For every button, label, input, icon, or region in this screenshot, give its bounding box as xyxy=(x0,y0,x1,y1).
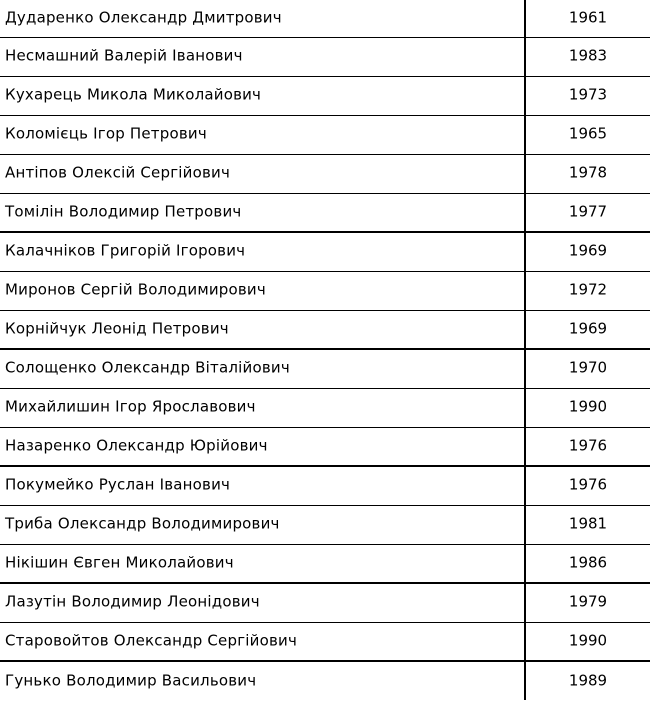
person-name: Коломієць Ігор Петрович xyxy=(5,124,207,143)
person-name: Корнійчук Леонід Петрович xyxy=(5,319,229,338)
birth-year: 1983 xyxy=(568,46,608,65)
table-row xyxy=(0,38,650,77)
person-name: Лазутін Володимир Леонідович xyxy=(5,592,260,611)
person-name: Нікішин Євген Миколайович xyxy=(5,553,234,572)
person-name: Михайлишин Ігор Ярославович xyxy=(5,397,256,416)
person-name: Триба Олександр Володимирович xyxy=(5,514,280,533)
person-name: Антіпов Олексій Сергійович xyxy=(5,163,231,182)
table-row xyxy=(0,506,650,545)
table-row xyxy=(0,623,650,662)
table-row xyxy=(0,116,650,155)
table-row xyxy=(0,272,650,311)
person-name: Калачніков Григорій Ігорович xyxy=(5,241,246,260)
person-name: Кухарець Микола Миколайович xyxy=(5,85,262,104)
birth-year: 1990 xyxy=(568,397,608,416)
birth-year: 1972 xyxy=(568,280,608,299)
table-row xyxy=(0,350,650,389)
birth-year: 1989 xyxy=(568,671,608,690)
birth-year: 1976 xyxy=(568,475,608,494)
table-row xyxy=(0,155,650,194)
person-name: Солощенко Олександр Віталійович xyxy=(5,358,290,377)
birth-year: 1969 xyxy=(568,319,608,338)
table-row xyxy=(0,0,650,38)
person-name: Дударенко Олександр Дмитрович xyxy=(5,8,282,27)
person-name: Старовойтов Олександр Сергійович xyxy=(5,631,298,650)
birth-year: 1961 xyxy=(568,8,608,27)
birth-year: 1979 xyxy=(568,592,608,611)
birth-year: 1976 xyxy=(568,436,608,455)
table-row xyxy=(0,662,650,701)
column-divider xyxy=(524,0,526,700)
table-row xyxy=(0,311,650,350)
table-row xyxy=(0,545,650,584)
table-row xyxy=(0,233,650,272)
birth-year: 1970 xyxy=(568,358,608,377)
table-row xyxy=(0,584,650,623)
birth-year: 1977 xyxy=(568,202,608,221)
birth-year: 1973 xyxy=(568,85,608,104)
table-row xyxy=(0,389,650,428)
birth-year: 1969 xyxy=(568,241,608,260)
birth-year: 1990 xyxy=(568,631,608,650)
person-name: Несмашний Валерій Іванович xyxy=(5,46,243,65)
birth-year: 1981 xyxy=(568,514,608,533)
table-row xyxy=(0,77,650,116)
person-name: Миронов Сергій Володимирович xyxy=(5,280,266,299)
table-row xyxy=(0,428,650,467)
person-name: Томілін Володимир Петрович xyxy=(5,202,242,221)
birth-year: 1978 xyxy=(568,163,608,182)
person-name: Гунько Володимир Васильович xyxy=(5,671,257,690)
table-row xyxy=(0,194,650,233)
birth-year: 1965 xyxy=(568,124,608,143)
table-row xyxy=(0,467,650,506)
birth-year: 1986 xyxy=(568,553,608,572)
person-name: Покумейко Руслан Іванович xyxy=(5,475,231,494)
person-name: Назаренко Олександр Юрійович xyxy=(5,436,268,455)
